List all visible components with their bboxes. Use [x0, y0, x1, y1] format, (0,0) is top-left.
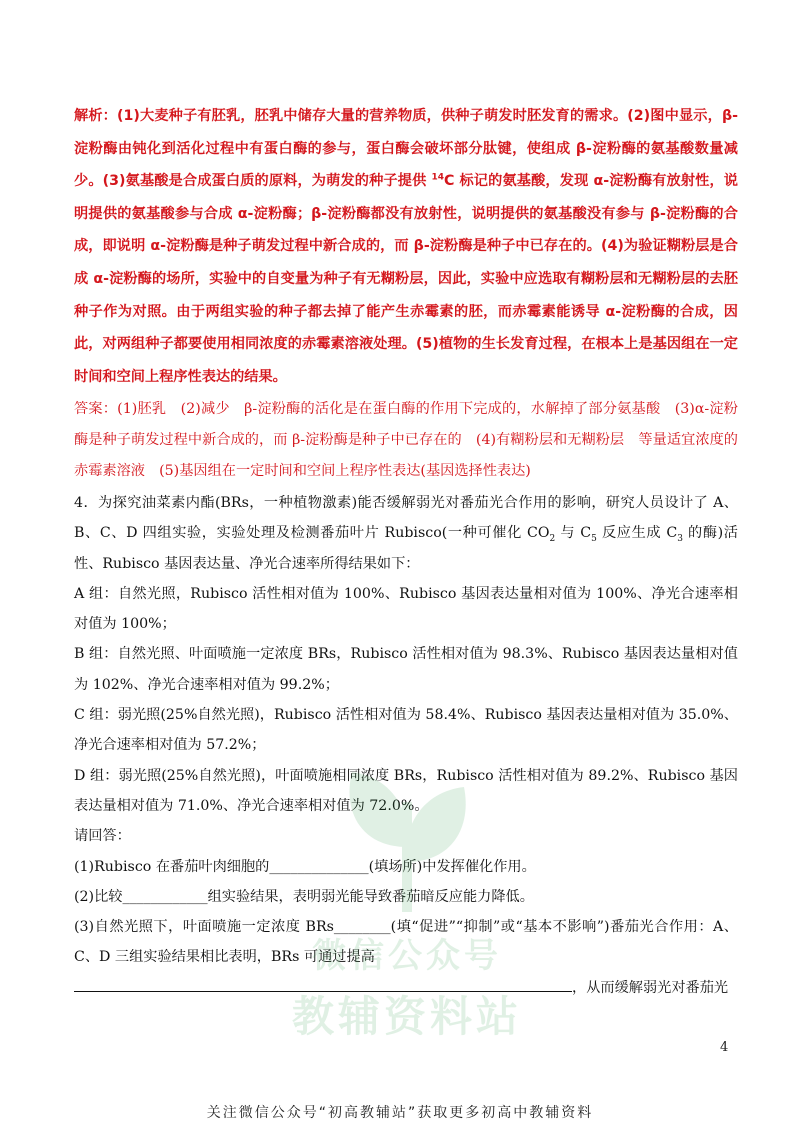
watermark-line2: 教辅资料站	[291, 992, 522, 1041]
stem-part-a: 4．为探究油菜素内酯(BRs，一种植物激素)能否缓解弱光对番茄光合作用的影响，研究人员设计了 A、B、C、D 四组实验，实验处理及检测番茄叶片 Rubisco(一种可催化 CO	[74, 495, 738, 542]
subquestion-3-tail: ，从而缓解弱光对番茄光	[572, 979, 729, 996]
group-b-result: B 组：自然光照、叶面喷施一定浓度 BRs，Rubisco 活性相对值为 98.3%、Rubisco 基因表达量相对值为 102%、净光合速率相对值为 99.2%；	[74, 646, 738, 693]
analysis-text-part2: C 标记的氨基酸，发现 α-淀粉酶有放射性，说明提供的氨基酸参与合成 α-淀粉酶；β-淀粉酶都没有放射性，说明提供的氨基酸没有参与 β-淀粉酶的合成，即说明 α-淀粉酶是种子萌发过程中新合成的，而 β-淀粉酶是种子中已存在的。(4)为验证糊粉层是合成 α-淀粉酶的场所，实验中的自变量为种子有无糊粉层，因此，实验中应选取有糊粉层和无糊粉层的去胚种子作为对照。由于两组实验的种子都去掉了能产生赤霉素的胚，而赤霉素能诱导 α-淀粉酶的合成，因此，对两组种子都要使用相同浓度的赤霉素溶液处理。(5)植物的生长发育过程，在根本上是基因组在一定时间和空间上程序性表达的结果。	[74, 173, 738, 385]
answer-prompt: 请回答：	[74, 828, 131, 845]
answer-blank-line	[74, 975, 572, 992]
footer-promo: 关注微信公众号“初高教辅站”获取更多初高中教辅资料	[206, 1105, 594, 1121]
subquestion-3-continuation	[74, 973, 738, 1003]
answer-paragraph: 答案：(1)胚乳 (2)减少 β-淀粉酶的活化是在蛋白酶的作用下完成的，水解掉了部分氨基酸 (3)α-淀粉酶是种子萌发过程中新合成的，而 β-淀粉酶是种子中已存在的 (4)有糊粉层和无糊粉层 等量适宜浓度的赤霉素溶液 (5)基因组在一定时间和空间上程序性表达(基因选择性表达)	[74, 401, 738, 479]
question-stem	[74, 488, 738, 579]
stem-part-c: 反应生成 C	[596, 525, 678, 542]
question-4	[74, 488, 738, 1003]
stem-part-b: 与 C	[555, 525, 592, 542]
group-c-result: C 组：弱光照(25%自然光照)，Rubisco 活性相对值为 58.4%、Rubisco 基因表达量相对值为 35.0%、净光合速率相对值为 57.2%；	[74, 707, 738, 754]
analysis-text-part1: 解析：(1)大麦种子有胚乳，胚乳中储存大量的营养物质，供种子萌发时胚发育的需求。(2)图中显示，β-淀粉酶由钝化到活化过程中有蛋白酶的参与，蛋白酶会破坏部分肽键，使组成 β-淀粉酶的氨基酸数量减少。(3)氨基酸是合成蛋白质的原料，为萌发的种子提供	[74, 108, 738, 190]
group-a-result: A 组：自然光照，Rubisco 活性相对值为 100%、Rubisco 基因表达量相对值为 100%、净光合速率相对值为 100%；	[74, 585, 738, 633]
subquestion-1: (1)Rubisco 在番茄叶肉细胞的______________(填场所)中发挥催化作用。	[74, 858, 536, 875]
subscript-c5: 5	[591, 534, 597, 545]
subquestion-3: (3)自然光照下，叶面喷施一定浓度 BRs________(填“促进”“抑制”或“基本不影响”)番茄光合作用：A、C、D 三组实验结果相比表明，BRs 可通过提高	[74, 919, 738, 966]
subscript-c3: 3	[677, 534, 683, 545]
isotope-superscript: 14	[431, 172, 444, 183]
page-number: 4	[720, 1040, 729, 1055]
analysis-paragraph	[74, 100, 738, 393]
subquestion-2: (2)比较____________组实验结果，表明弱光能导致番茄暗反应能力降低。	[74, 888, 534, 905]
subscript-co2: 2	[549, 534, 556, 545]
group-d-result: D 组：弱光照(25%自然光照)，叶面喷施相同浓度 BRs，Rubisco 活性相对值为 89.2%、Rubisco 基因表达量相对值为 71.0%、净光合速率相对值为 72.0%。	[74, 767, 738, 814]
stem-part-d: 的酶)活性、Rubisco 基因表达量、净光合速率所得结果如下：	[74, 525, 738, 572]
watermark-line1: 微信公众号	[312, 936, 502, 976]
